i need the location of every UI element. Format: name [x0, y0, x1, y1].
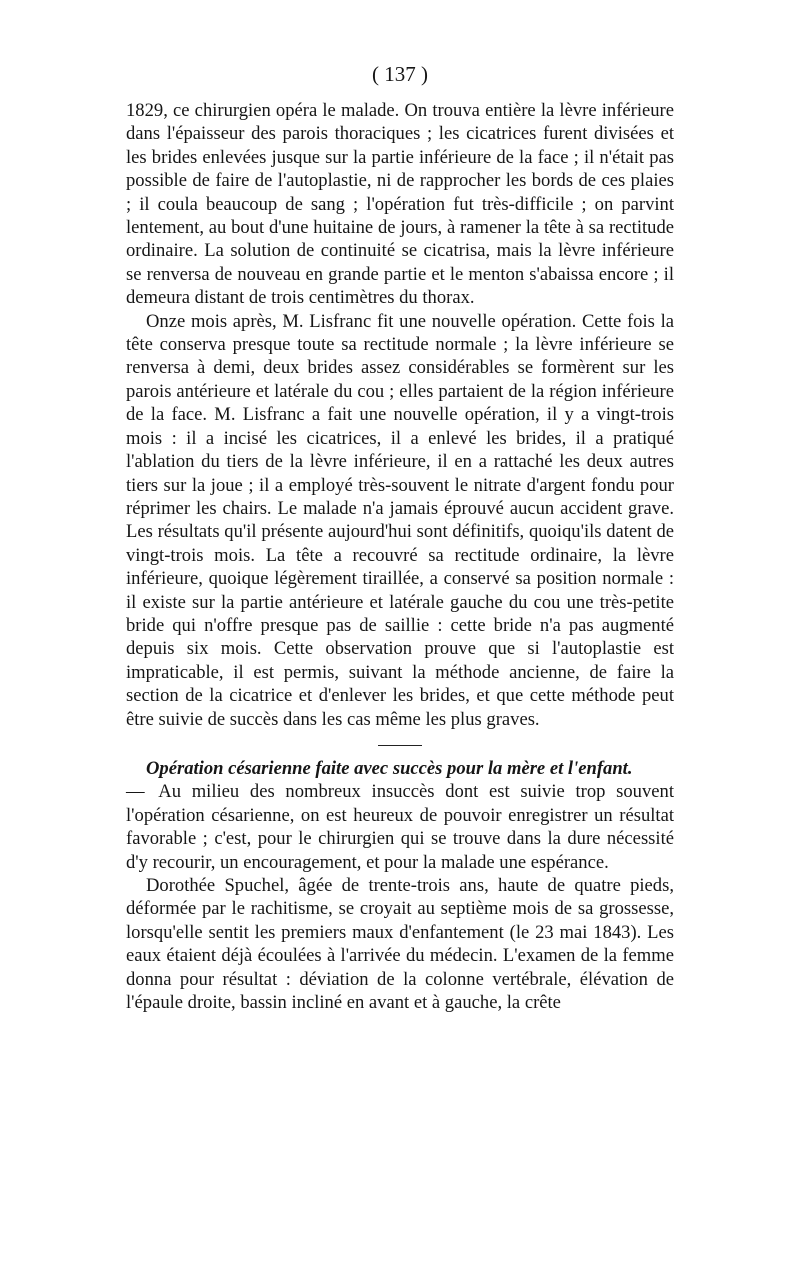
paragraph-lisfranc-operation: Onze mois après, M. Lisfranc fit une nouvelle opération. Cette fois la tête conserva presque toute sa rectitude normale ; la lèvre inférieure se renversa à demi, deux brides assez considérables se formèrent sur les parois antérieure et latérale du cou ; elles partaient de la région inférieure de la face. M. Lisfranc a fait une nouvelle opération, il y a vingt-trois mois : il a incisé les cicatrices, il a enlevé les brides, il a pratiqué l'ablation du tiers de la lèvre inférieure, il en a rattaché les deux autres tiers sur la joue ; il a employé très-souvent le nitrate d'argent fondu pour réprimer les chairs. Le malade n'a jamais éprouvé aucun accident grave. Les résultats qu'il présente aujourd'hui sont définitifs, quoiqu'ils datent de vingt-trois mois. La tête a recouvré sa rectitude ordinaire, la lèvre inférieure, quoique légèrement tiraillée, a conservé sa position normale : il existe sur la partie antérieure et latérale gauche du cou une très-petite bride qui n'offre presque pas de saillie : cette bride n'a pas augmenté depuis six mois. Cette observation prouve que si l'autoplastie est impraticable, il est permis, suivant la méthode ancienne, de faire la section de la cicatrice et d'enlever les brides, et que cette méthode peut être suivie de succès dans les cas même les plus graves.	[126, 310, 674, 730]
section-intro-text: Au milieu des nombreux insuccès dont est suivie trop souvent l'opération césarienne, on est heureux de pouvoir enregistrer un résultat favorable ; c'est, pour le chirurgien qui se trouve dans la dure nécessité d'y recourir, un encouragement, et pour la malade une espérance.	[126, 781, 674, 873]
paragraph-patient-case: Dorothée Spuchel, âgée de trente-trois ans, haute de quatre pieds, déformée par le rachitisme, se croyait au septième mois de sa grossesse, lorsqu'elle sentit les premiers maux d'enfantement (le 23 mai 1843). Les eaux étaient déjà écoulées à l'arrivée du médecin. L'examen de la femme donna pour résultat : déviation de la colonne vertébrale, élévation de l'épaule droite, bassin incliné en avant et à gauche, la crête	[126, 875, 674, 1014]
page-number: ( 137 )	[372, 62, 428, 86]
section-title: Opération césarienne faite avec succès pour la mère et l'enfant.	[146, 757, 633, 779]
section-dash: —	[126, 781, 145, 803]
paragraph-surgery-1829: 1829, ce chirurgien opéra le malade. On trouva entière la lèvre inférieure dans l'épaisseur des parois thoraciques ; les cicatrices furent divisées et les brides enlevées jusque sur la partie inférieure de la face ; il n'était pas possible de faire de l'autoplastie, ni de rapprocher les bords de ces plaies ; il coula beaucoup de sang ; l'opération fut très-difficile ; on parvint lentement, au bout d'une huitaine de jours, à ramener la tête à sa rectitude ordinaire. La solution de continuité se cicatrisa, mais la lèvre inférieure se renversa de nouveau en grande partie et le menton s'abaissa encore ; il demeura distant de trois centimètres du thorax.	[126, 100, 674, 309]
page-body	[126, 99, 674, 1014]
section-divider	[378, 745, 422, 746]
section-intro-paragraph	[126, 757, 674, 874]
